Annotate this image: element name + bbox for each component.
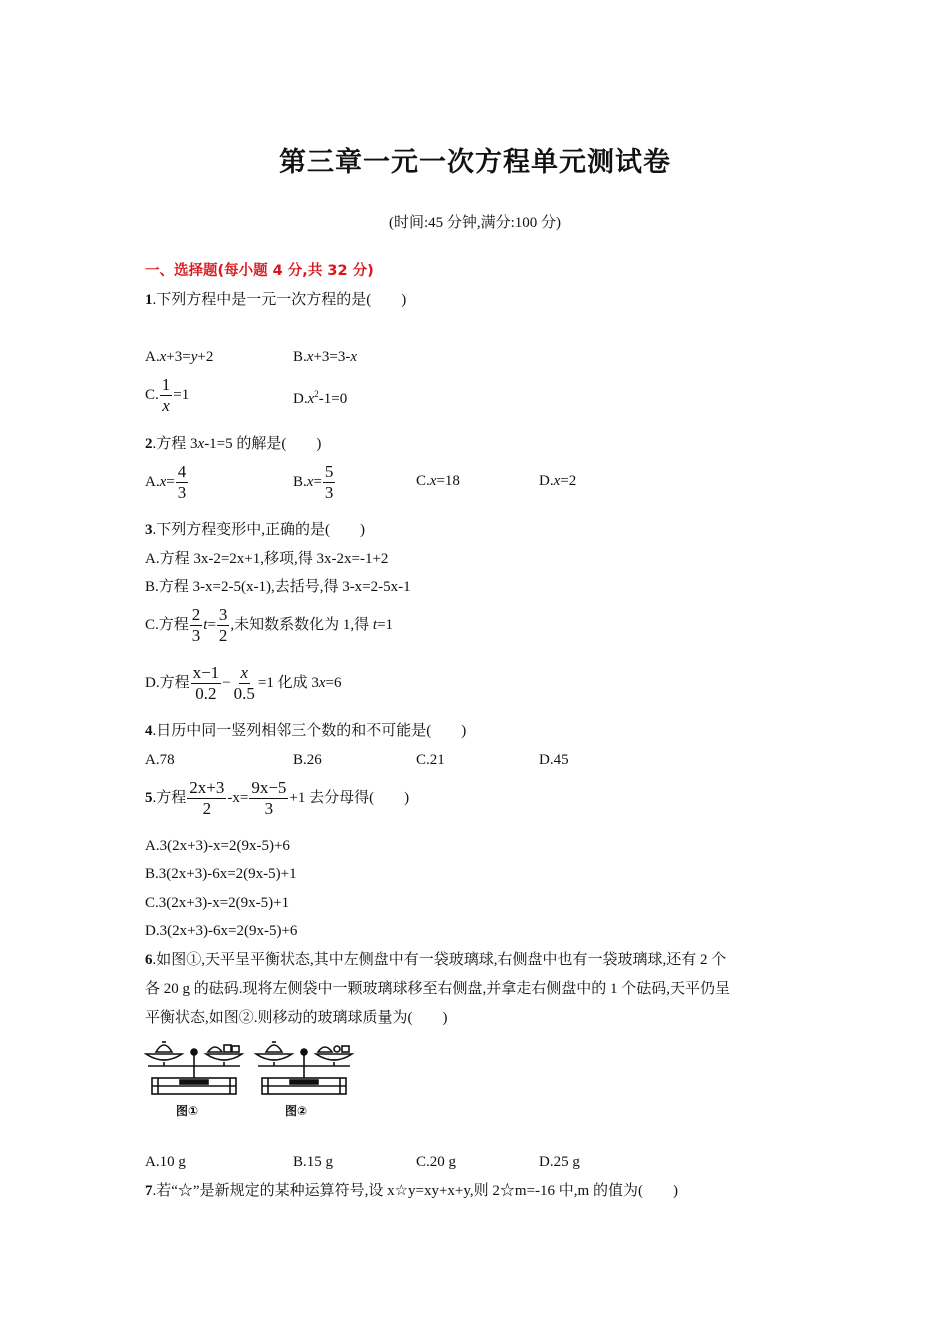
q4-option-a: A.78 — [145, 752, 175, 768]
q2-option-c: C.x=18 — [416, 473, 460, 489]
q1-option-c: C. $\frac{1}{x}$ =1 — [145, 375, 190, 415]
question-3-stem: 3.下列方程变形中,正确的是( ) — [145, 522, 365, 538]
q6-option-d: D.25 g — [539, 1154, 580, 1170]
q4-option-c: C.21 — [416, 752, 445, 768]
q6-option-a: A.10 g — [145, 1154, 186, 1170]
q2-option-a: A.x= $\frac{4}{3}$ — [145, 462, 187, 502]
q2-option-d: D.x=2 — [539, 473, 577, 489]
figure-1-label: 图① — [176, 1104, 199, 1118]
q1-option-d: $D.x^2-1=0$ — [293, 389, 348, 407]
q3-option-d: D.方程 $\frac{x-1}{0.2}$ − $\frac{x}{0.5}$ =1 化成 3x=6 — [145, 663, 342, 703]
page-title: 第三章一元一次方程单元测试卷 — [279, 147, 671, 178]
q4-option-d: D.45 — [539, 752, 569, 768]
q5-option-c: C.3(2x+3)-x=2(9x-5)+1 — [145, 895, 290, 911]
q5-option-b: B.3(2x+3)-6x=2(9x-5)+1 — [145, 866, 297, 882]
balance-scale-figure-1 — [144, 1036, 244, 1098]
q3-option-c: C.方程 $\frac{2}{3}$ t= $\frac{3}{2}$ ,未知数系数化为 1,得 t=1 — [145, 605, 394, 645]
q2-option-b: B.x= $\frac{5}{3}$ — [293, 462, 334, 502]
question-4-stem: 4.日历中同一竖列相邻三个数的和不可能是( ) — [145, 723, 467, 739]
question-6-line-3: 平衡状态,如图②.则移动的玻璃球质量为( ) — [145, 1010, 448, 1026]
q3-option-a: A.方程 3x-2=2x+1,移项,得 3x-2x=-1+2 — [145, 551, 389, 567]
question-1-stem: 1.下列方程中是一元一次方程的是( ) — [145, 292, 407, 308]
q1-option-a: A.x+3=y+2 — [145, 349, 214, 365]
q5-option-d: D.3(2x+3)-6x=2(9x-5)+6 — [145, 923, 298, 939]
question-5-stem: 5.方程 $\frac{2x+3}{2}$ -x= $\frac{9x-5}{3}$ +1 去分母得( ) — [145, 778, 410, 818]
q1-option-b: B.x+3=3-x — [293, 349, 358, 365]
balance-scale-figure-2 — [254, 1036, 354, 1098]
q5-option-a: A.3(2x+3)-x=2(9x-5)+6 — [145, 838, 290, 854]
question-7-stem: 7.若“☆”是新规定的某种运算符号,设 x☆y=xy+x+y,则 2☆m=-16 中,m 的值为( ) — [145, 1183, 678, 1199]
exam-info: (时间:45 分钟,满分:100 分) — [388, 215, 562, 231]
question-2-stem: 2.方程 3x-1=5 的解是( ) — [145, 436, 322, 452]
q6-option-c: C.20 g — [416, 1154, 457, 1170]
question-6-line-2: 各 20 g 的砝码.现将左侧袋中一颗玻璃球移至右侧盘,并拿走右侧盘中的 1 个砝码,天平仍呈 — [145, 981, 731, 997]
figure-2-label: 图② — [285, 1104, 308, 1118]
section-heading: 一、选择题(每小题 4 分,共 32 分) — [145, 263, 374, 279]
q3-option-b: B.方程 3-x=2-5(x-1),去括号,得 3-x=2-5x-1 — [145, 579, 411, 595]
question-6-line-1: 6.如图①,天平呈平衡状态,其中左侧盘中有一袋玻璃球,右侧盘中也有一袋玻璃球,还有 2 个 — [145, 952, 727, 968]
q6-option-b: B.15 g — [293, 1154, 334, 1170]
q4-option-b: B.26 — [293, 752, 322, 768]
